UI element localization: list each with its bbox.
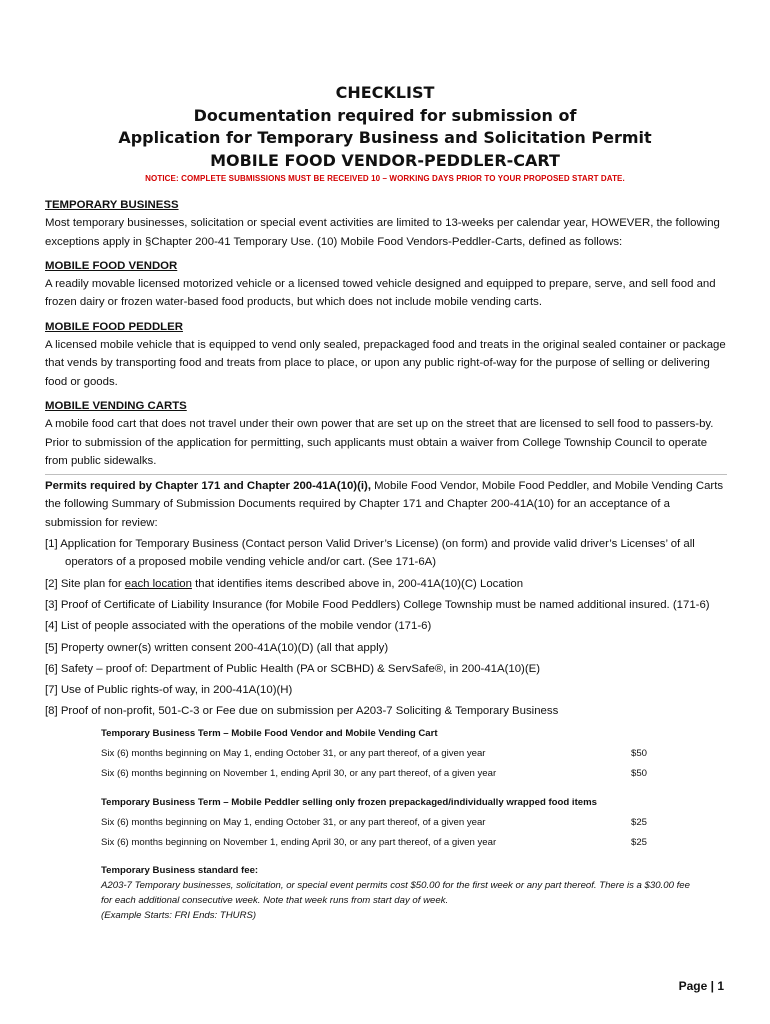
fee-table (101, 724, 727, 853)
fee-row (101, 764, 661, 784)
fee-row (101, 813, 661, 833)
notice-text: COMPLETE SUBMISSIONS MUST BE RECEIVED 10 – WORKING DAYS PRIOR TO YOUR PROPOSED START DATE. (178, 174, 625, 183)
fee-price: $25 (631, 816, 648, 828)
notice-label: NOTICE: (145, 174, 179, 183)
standard-fee (101, 863, 701, 923)
checklist-item-7: [7] Use of Public rights-of way, in 200-41A(10)(H) (45, 684, 293, 697)
checklist-item-2-end: that identifies items described above in, 200-41A(10)(C) Location (191, 577, 524, 590)
fee-price: $50 (631, 767, 648, 779)
fee-row (101, 833, 661, 853)
checklist-item-6: [6] Safety – proof of: Department of Public Health (PA or SCBHD) & ServSafe®, in 200-41A(10)(E) (45, 662, 541, 675)
document-header (0, 82, 770, 183)
section-title-mobile-vending-carts: MOBILE VENDING CARTS (45, 399, 187, 412)
checklist-item-2-start: [2] Site plan for (45, 577, 125, 590)
section-title-temporary-business: TEMPORARY BUSINESS (45, 199, 179, 211)
standard-fee-example: (Example Starts: FRI Ends: THURS) (101, 909, 257, 921)
checklist-item-1: [1] Application for Temporary Business (Contact person Valid Driver’s License) (on form) and provide valid driver’s Licenses’ of all operators of a proposed mobile vending vehicle and/or cart. (See 171-6A) (45, 538, 695, 569)
section-text-mobile-food-vendor: A readily movable licensed motorized vehicle or a licensed towed vehicle designed and equipped to prepare, serve, and sell food and frozen dairy or frozen water-based food products, but which does not include mobile vending carts. (45, 278, 716, 309)
divider (45, 474, 727, 475)
fee-row (101, 744, 661, 764)
page-number: Page | 1 (678, 979, 724, 993)
section-text-mobile-vending-carts: A mobile food cart that does not travel under their own power that are set up on the street that are licensed to sell food to passers-by. Prior to submission of the application for permitting, such applicants must obtain a waiver from College Township Council to operate from public sidewalks. (45, 418, 714, 467)
fee-desc: Six (6) months beginning on November 1, ending April 30, or any part thereof, of a given year (101, 767, 497, 779)
checklist-item-5: [5] Property owner(s) written consent 200-41A(10)(D) (all that apply) (45, 641, 389, 654)
spacer (101, 784, 727, 793)
fee-price: $50 (631, 747, 648, 759)
header-line-4: MOBILE FOOD VENDOR-PEDDLER-CART (210, 150, 560, 170)
header-line-1: CHECKLIST (335, 83, 435, 102)
section-text-mobile-food-peddler: A licensed mobile vehicle that is equipped to vend only sealed, prepackaged food and treats in the original sealed container or package that vends by transporting food and treats from place to place, or upon any public right-of-way for the purpose of selling or delivering food or goods. (45, 339, 726, 388)
checklist-item-2-underlined: each location (124, 577, 192, 590)
fee-desc: Six (6) months beginning on November 1, ending April 30, or any part thereof, of a given year (101, 836, 497, 848)
checklist-item-3: [3] Proof of Certificate of Liability Insurance (for Mobile Food Peddlers) College Township must be named additional insured. (171-6) (45, 598, 710, 611)
checklist-item-2 (45, 575, 727, 593)
header-line-3: Application for Temporary Business and Solicitation Permit (118, 128, 652, 147)
section-title-mobile-food-vendor: MOBILE FOOD VENDOR (45, 259, 178, 272)
fee-title-vendor: Temporary Business Term – Mobile Food Vendor and Mobile Vending Cart (101, 727, 438, 739)
notice (0, 174, 770, 183)
fee-price: $25 (631, 836, 648, 848)
fee-title-peddler: Temporary Business Term – Mobile Peddler selling only frozen prepackaged/individually wrapped food items (101, 796, 597, 808)
section-text-temporary-business: Most temporary businesses, solicitation or special event activities are limited to 13-weeks per calendar year, HOWEVER, the following exceptions apply in §Chapter 200-41 Temporary Use. (10) Mobile Food Vendors-Peddler-Carts, defined as follows: (45, 217, 720, 248)
permits-paragraph (45, 477, 727, 532)
checklist-item-4: [4] List of people associated with the operations of the mobile vendor (171-6) (45, 620, 432, 633)
permits-bold: Permits required by Chapter 171 and Chapter 200-41A(10)(i), (45, 480, 372, 493)
document-body (45, 196, 727, 923)
section-title-mobile-food-peddler: MOBILE FOOD PEDDLER (45, 320, 183, 333)
checklist-item-8: [8] Proof of non-profit, 501-C-3 or Fee due on submission per A203-7 Soliciting & Temporary Business (45, 705, 559, 718)
fee-desc: Six (6) months beginning on May 1, ending October 31, or any part thereof, of a given year (101, 747, 486, 759)
header-line-2: Documentation required for submission of (193, 105, 577, 125)
permits-text: Mobile Food Vendor, Mobile Food Peddler, and Mobile Vending Carts the following Summary of Submission Documents required by Chapter 171 and Chapter 200-41A(10) for an acceptance of a submission for review: (45, 480, 724, 529)
standard-fee-title: Temporary Business standard fee: (101, 864, 259, 876)
standard-fee-text: A203-7 Temporary businesses, solicitation, or special event permits cost $50.00 for the first week or any part thereof. There is a $30.00 fee for each additional consecutive week. Note that week runs from start day of week. (101, 879, 690, 906)
fee-desc: Six (6) months beginning on May 1, ending October 31, or any part thereof, of a given year (101, 816, 486, 828)
